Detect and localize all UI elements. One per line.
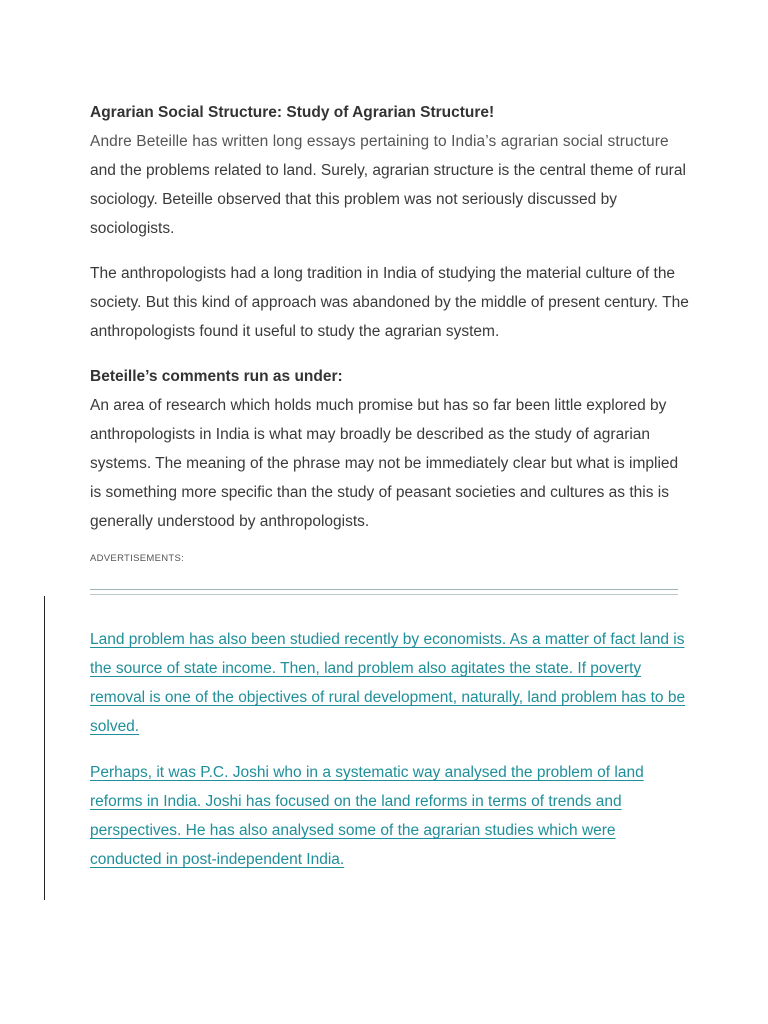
linked-paragraphs [90,625,690,874]
ad-divider-top [90,589,678,590]
intro-first-line: Andre Beteille has written long essays pertaining to India’s agrarian social structure [90,133,669,150]
paragraph-anthropologists: The anthropologists had a long tradition in India of studying the material culture of the society. But this kind of approach was abandoned by the middle of present century. The anthropologists found it useful to study the agrarian system. [90,265,689,340]
subheading-comments: Beteille’s comments run as under: [90,368,343,385]
advertisements-label: ADVERTISEMENTS: [90,553,185,564]
link-paragraph-economists [90,625,690,741]
intro-rest: and the problems related to land. Surely, agrarian structure is the central theme of rural sociology. Beteille observed that this problem was not seriously discussed by sociologists. [90,162,686,237]
ad-divider-bottom [90,594,678,595]
quote-paragraph: An area of research which holds much promise but has so far been little explored by anthropologists in India is what may broadly be described as the study of agrarian systems. The meaning of the phrase may not be immediately clear but what is implied is something more specific than the study of peasant societies and cultures as this is generally understood by anthropologists. [90,397,679,530]
article-title: Agrarian Social Structure: Study of Agrarian Structure! [90,104,495,121]
article-body [90,98,690,891]
advertisement-slot [90,589,678,595]
link-economists[interactable]: Land problem has also been studied recently by economists. As a matter of fact land is the source of state income. Then, land problem also agitates the state. If poverty removal is one of the objectives of rural development, naturally, land problem has to be solved. [90,631,686,735]
intro-paragraph [90,127,690,243]
link-joshi[interactable]: Perhaps, it was P.C. Joshi who in a systematic way analysed the problem of land reforms in India. Joshi has focused on the land reforms in terms of trends and perspectives. He has also analysed some of the agrarian studies which were conducted in post-independent India. [90,764,644,868]
link-paragraph-joshi [90,758,690,874]
vertical-margin-line [44,596,45,900]
